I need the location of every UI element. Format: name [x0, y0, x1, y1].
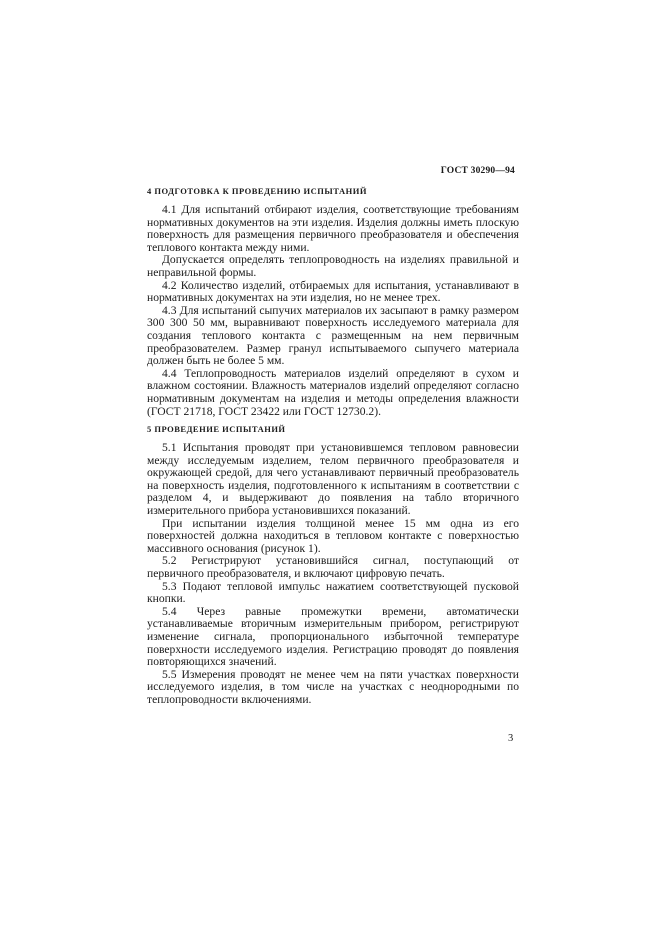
paragraph-4-1-note: Допускается определять теплопроводность на изделиях правильной и неправильной формы. — [147, 253, 519, 279]
page-number: 3 — [508, 733, 514, 744]
section-5-body — [147, 442, 519, 706]
section-4-title: 4 ПОДГОТОВКА К ПРОВЕДЕНИЮ ИСПЫТАНИЙ — [147, 186, 367, 196]
section-4-body — [147, 204, 519, 418]
document-header: ГОСТ 30290—94 — [440, 166, 515, 176]
section-5-title: 5 ПРОВЕДЕНИЕ ИСПЫТАНИЙ — [147, 424, 286, 434]
paragraph-5-1-note: При испытании изделия толщиной менее 15 мм одна из его поверхностей должна находиться в тепловом контакте с поверхностью массивного основания (рисунок 1). — [147, 516, 519, 555]
paragraph-5-4: 5.4 Через равные промежутки времени, автоматически устанавливаемые вторичным измерительным прибором, регистрируют изменение сигнала, пропорционального избыточной температуре поверхности исследуемого изделия. Регистрацию проводят до появления повторяющихся значений. — [147, 604, 519, 669]
paragraph-5-5: 5.5 Измерения проводят не менее чем на пяти участках поверхности исследуемого изделия, в том числе на участках с неоднородными по теплопроводности включениями. — [147, 667, 519, 706]
paragraph-4-4: 4.4 Теплопроводность материалов изделий определяют в сухом и влажном состоянии. Влажность материалов изделий определяют согласно нормативным документам на изделия и методы определения влажности (ГОСТ 21718, ГОСТ 23422 или ГОСТ 12730.2). — [147, 366, 519, 418]
paragraph-4-3: 4.3 Для испытаний сыпучих материалов их засыпают в рамку размером 300 300 50 мм, выравнивают поверхность исследуемого материала для создания теплового контакта с размещенным на нем первичным преобразователем. Размер гранул испытываемого сыпучего материала должен быть не более 5 мм. — [147, 303, 519, 368]
paragraph-4-2: 4.2 Количество изделий, отбираемых для испытания, устанавливают в нормативных документах на эти изделия, но не менее трех. — [147, 278, 519, 305]
paragraph-5-1: 5.1 Испытания проводят при установившемся тепловом равновесии между исследуемым изделием, телом первичного преобразователя и окружающей средой, для чего устанавливают первичный преобразователь на поверхность изделия, подготовленного к испытаниям в соответствии с разделом 4, и выдерживают до появления на табло вторичного измерительного прибора установившихся показаний. — [147, 441, 519, 517]
paragraph-5-3: 5.3 Подают тепловой импульс нажатием соответствующей пусковой кнопки. — [147, 579, 519, 606]
paragraph-4-1: 4.1 Для испытаний отбирают изделия, соответствующие требованиям нормативных документов на эти изделия. Изделия должны иметь плоскую поверхность для размещения первичного преобразователя и обеспечения теплового контакта между ними. — [147, 203, 519, 254]
paragraph-5-2: 5.2 Регистрируют установившийся сигнал, поступающий от первичного преобразователя, и включают цифровую печать. — [147, 554, 519, 580]
